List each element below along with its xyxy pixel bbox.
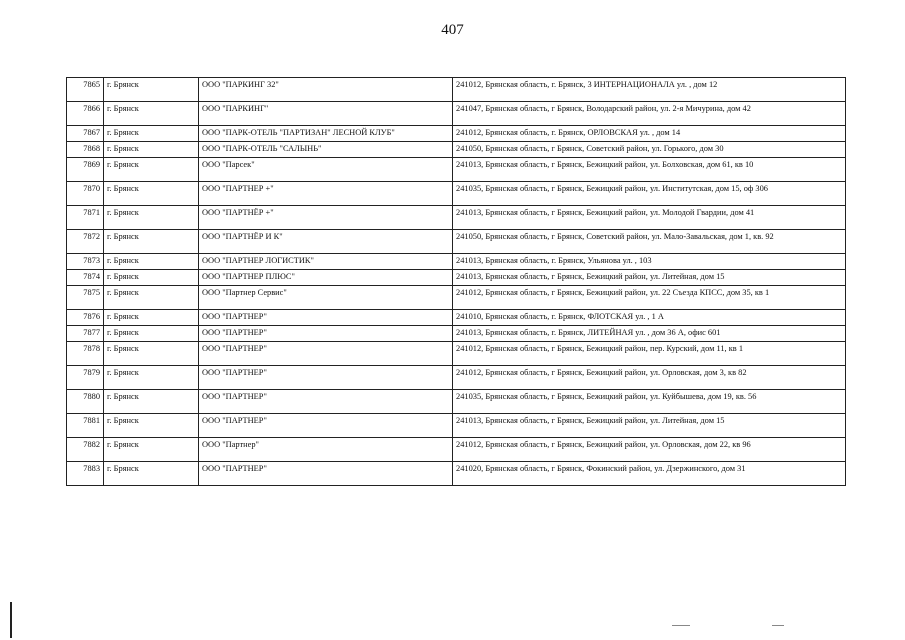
row-address: 241013, Брянская область, г. Брянск, Ульянова ул. , 103 bbox=[453, 254, 846, 270]
row-organization: ООО "ПАРТНЕР" bbox=[199, 414, 453, 438]
row-city: г. Брянск bbox=[104, 342, 199, 366]
row-number: 7879 bbox=[67, 366, 104, 390]
table-row bbox=[67, 126, 846, 142]
row-number: 7874 bbox=[67, 270, 104, 286]
row-address: 241013, Брянская область, г Брянск, Бежицкий район, ул. Литейная, дом 15 bbox=[453, 270, 846, 286]
row-city: г. Брянск bbox=[104, 206, 199, 230]
scan-artifact-dash bbox=[772, 625, 784, 626]
table-row bbox=[67, 414, 846, 438]
row-number: 7869 bbox=[67, 158, 104, 182]
row-organization: ООО "ПАРТНЕР ЛОГИСТИК" bbox=[199, 254, 453, 270]
table-row bbox=[67, 230, 846, 254]
table-row bbox=[67, 310, 846, 326]
row-number: 7882 bbox=[67, 438, 104, 462]
row-address: 241012, Брянская область, г Брянск, Бежицкий район, ул. 22 Съезда КПСС, дом 35, кв 1 bbox=[453, 286, 846, 310]
row-address: 241050, Брянская область, г Брянск, Советский район, ул. Мало-Завальская, дом 1, кв. 92 bbox=[453, 230, 846, 254]
row-organization: ООО "ПАРТНЕР +" bbox=[199, 182, 453, 206]
row-address: 241012, Брянская область, г. Брянск, 3 ИНТЕРНАЦИОНАЛА ул. , дом 12 bbox=[453, 78, 846, 102]
row-number: 7865 bbox=[67, 78, 104, 102]
table-row bbox=[67, 390, 846, 414]
row-address: 241012, Брянская область, г Брянск, Бежицкий район, пер. Курский, дом 11, кв 1 bbox=[453, 342, 846, 366]
row-organization: ООО "ПАРТНЕР ПЛЮС" bbox=[199, 270, 453, 286]
registry-rows bbox=[67, 78, 846, 486]
page-number: 407 bbox=[441, 22, 464, 38]
row-organization: ООО "ПАРК-ОТЕЛЬ "ПАРТИЗАН" ЛЕСНОЙ КЛУБ" bbox=[199, 126, 453, 142]
table-row bbox=[67, 142, 846, 158]
row-organization: ООО "Партнер" bbox=[199, 438, 453, 462]
row-city: г. Брянск bbox=[104, 142, 199, 158]
row-address: 241035, Брянская область, г Брянск, Бежицкий район, ул. Институтская, дом 15, оф 306 bbox=[453, 182, 846, 206]
table-row bbox=[67, 286, 846, 310]
row-city: г. Брянск bbox=[104, 158, 199, 182]
row-city: г. Брянск bbox=[104, 230, 199, 254]
row-organization: ООО "ПАРТНЕР" bbox=[199, 390, 453, 414]
row-city: г. Брянск bbox=[104, 270, 199, 286]
row-number: 7875 bbox=[67, 286, 104, 310]
row-city: г. Брянск bbox=[104, 414, 199, 438]
row-organization: ООО "ПАРТНЁР +" bbox=[199, 206, 453, 230]
row-city: г. Брянск bbox=[104, 102, 199, 126]
row-number: 7876 bbox=[67, 310, 104, 326]
row-city: г. Брянск bbox=[104, 286, 199, 310]
row-number: 7872 bbox=[67, 230, 104, 254]
table-row bbox=[67, 206, 846, 230]
scan-edge-mark bbox=[10, 602, 12, 638]
table-row bbox=[67, 438, 846, 462]
row-number: 7870 bbox=[67, 182, 104, 206]
scan-artifact-dash bbox=[672, 625, 690, 626]
row-number: 7883 bbox=[67, 462, 104, 486]
row-organization: ООО "ПАРТНЕР" bbox=[199, 326, 453, 342]
row-organization: ООО "Партнер Сервис" bbox=[199, 286, 453, 310]
row-city: г. Брянск bbox=[104, 78, 199, 102]
row-city: г. Брянск bbox=[104, 254, 199, 270]
row-address: 241050, Брянская область, г Брянск, Советский район, ул. Горького, дом 30 bbox=[453, 142, 846, 158]
row-number: 7878 bbox=[67, 342, 104, 366]
row-number: 7871 bbox=[67, 206, 104, 230]
row-organization: ООО "ПАРТНЕР" bbox=[199, 366, 453, 390]
row-address: 241012, Брянская область, г Брянск, Бежицкий район, ул. Орловская, дом 3, кв 82 bbox=[453, 366, 846, 390]
row-address: 241013, Брянская область, г Брянск, Бежицкий район, ул. Молодой Гвардии, дом 41 bbox=[453, 206, 846, 230]
row-address: 241047, Брянская область, г Брянск, Володарский район, ул. 2-я Мичурина, дом 42 bbox=[453, 102, 846, 126]
row-number: 7881 bbox=[67, 414, 104, 438]
table-row bbox=[67, 366, 846, 390]
row-city: г. Брянск bbox=[104, 310, 199, 326]
table-row bbox=[67, 158, 846, 182]
row-organization: ООО "ПАРТНЁР И К" bbox=[199, 230, 453, 254]
row-number: 7877 bbox=[67, 326, 104, 342]
row-city: г. Брянск bbox=[104, 326, 199, 342]
row-number: 7867 bbox=[67, 126, 104, 142]
table-row bbox=[67, 78, 846, 102]
table-row bbox=[67, 182, 846, 206]
row-city: г. Брянск bbox=[104, 438, 199, 462]
row-address: 241012, Брянская область, г Брянск, Бежицкий район, ул. Орловская, дом 22, кв 96 bbox=[453, 438, 846, 462]
row-organization: ООО "ПАРТНЕР" bbox=[199, 462, 453, 486]
row-number: 7873 bbox=[67, 254, 104, 270]
row-city: г. Брянск bbox=[104, 390, 199, 414]
row-address: 241013, Брянская область, г Брянск, Бежицкий район, ул. Литейная, дом 15 bbox=[453, 414, 846, 438]
row-organization: ООО "ПАРКИНГ 32" bbox=[199, 78, 453, 102]
table-row bbox=[67, 342, 846, 366]
row-address: 241012, Брянская область, г. Брянск, ОРЛОВСКАЯ ул. , дом 14 bbox=[453, 126, 846, 142]
row-city: г. Брянск bbox=[104, 462, 199, 486]
row-address: 241013, Брянская область, г. Брянск, ЛИТЕЙНАЯ ул. , дом 36 А, офис 601 bbox=[453, 326, 846, 342]
row-address: 241013, Брянская область, г Брянск, Бежицкий район, ул. Болховская, дом 61, кв 10 bbox=[453, 158, 846, 182]
row-number: 7868 bbox=[67, 142, 104, 158]
table-row bbox=[67, 270, 846, 286]
row-city: г. Брянск bbox=[104, 182, 199, 206]
table-row bbox=[67, 462, 846, 486]
row-city: г. Брянск bbox=[104, 366, 199, 390]
row-organization: ООО "ПАРКИНГ" bbox=[199, 102, 453, 126]
row-organization: ООО "ПАРТНЕР" bbox=[199, 310, 453, 326]
row-number: 7866 bbox=[67, 102, 104, 126]
row-address: 241020, Брянская область, г Брянск, Фокинский район, ул. Дзержинского, дом 31 bbox=[453, 462, 846, 486]
table-row bbox=[67, 326, 846, 342]
table-row bbox=[67, 254, 846, 270]
table-row bbox=[67, 102, 846, 126]
row-number: 7880 bbox=[67, 390, 104, 414]
row-organization: ООО "ПАРК-ОТЕЛЬ "САЛЫНЬ" bbox=[199, 142, 453, 158]
row-city: г. Брянск bbox=[104, 126, 199, 142]
row-address: 241010, Брянская область, г. Брянск, ФЛОТСКАЯ ул. , 1 А bbox=[453, 310, 846, 326]
row-organization: ООО "Парсек" bbox=[199, 158, 453, 182]
registry-table bbox=[66, 77, 846, 486]
row-address: 241035, Брянская область, г Брянск, Бежицкий район, ул. Куйбышева, дом 19, кв. 56 bbox=[453, 390, 846, 414]
row-organization: ООО "ПАРТНЕР" bbox=[199, 342, 453, 366]
